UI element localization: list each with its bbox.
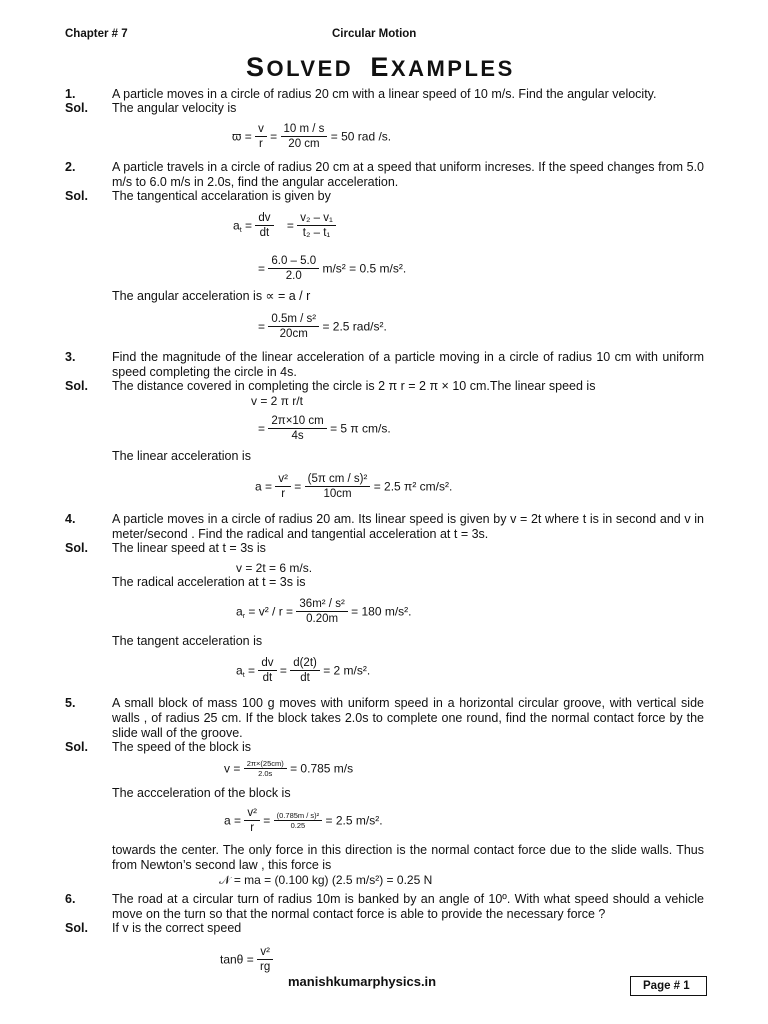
solution-4-equation-3: $a_t$ = $\frac{dv}{dt}$ = $\frac{d(2t)}{dt}$ = 2 m/s². <box>236 657 371 684</box>
solution-label-3: Sol. <box>65 379 88 393</box>
solution-3-equation-1: v = 2 π r/t <box>251 394 303 408</box>
question-4-text: A particle moves in a circle of radius 20 am. Its linear speed is given by v = 2t where t is in second and v in meter/second . Find the radical and tangential acceleration at t = 3s. <box>112 512 704 541</box>
solution-3-line-2: The linear acceleration is <box>112 449 251 463</box>
solution-1-equation: ϖ = $\frac{v}{r}$ = $\frac{10 m / s}{20 cm}$ = 50 rad /s. <box>232 123 392 150</box>
solution-4-line-2: The radical acceleration at t = 3s is <box>112 575 306 589</box>
question-number-3: 3. <box>65 350 76 364</box>
solution-2-equation-2: = $\frac{6.0 - 5.0}{2.0}$ m/s² = 0.5 m/s². <box>258 255 407 282</box>
question-2-text: A particle travels in a circle of radius 20 cm at a speed that uniform increses. If the speed changes from 5.0 m/s to 6.0 m/s in 2.0s, find the angular acceleration. <box>112 160 704 189</box>
solution-3-line-1: The distance covered in completing the circle is 2 π r = 2 π × 10 cm.The linear speed is <box>112 379 596 393</box>
page-title: SOLVED EXAMPLES <box>246 52 515 82</box>
solution-5-equation-2: a = $\frac{\text{v²}}{r}$ = $\frac{\text{(0.785m / s)²}}{0.25}$ = 2.5 m/s². <box>224 807 383 834</box>
question-number-4: 4. <box>65 512 76 526</box>
question-6-text: The road at a circular turn of radius 10m is banked by an angle of 10º. With what speed should a vehicle move on the turn so that the normal contact force is able to provide the necessary force ? <box>112 892 704 921</box>
page-number-box: Page # 1 <box>630 976 707 996</box>
solution-label-5: Sol. <box>65 740 88 754</box>
solution-4-line-3: The tangent acceleration is <box>112 634 263 648</box>
solution-5-line-2: The accceleration of the block is <box>112 786 291 800</box>
solution-2-equation-3: = $\frac{\text{0.5m / s²}}{20cm}$ = 2.5 rad/s². <box>258 313 387 340</box>
solution-5-equation-1: v = $\frac{2\pi\times(25cm)}{2.0s}$ = 0.785 m/s <box>224 759 354 778</box>
chapter-label: Chapter # 7 <box>65 28 128 40</box>
solution-3-equation-2: = $\frac{2\pi\times 10 cm}{4s}$ = 5 π cm/s. <box>258 415 391 442</box>
solution-4-equation-1: v = 2t = 6 m/s. <box>236 561 313 575</box>
solution-2-line-1: The tangentical accelaration is given by <box>112 189 331 203</box>
question-3-text: Find the magnitude of the linear acceleration of a particle moving in a circle of radius 10 cm with uniform speed completing the circle in 4s. <box>112 350 704 379</box>
solution-5-equation-3: 𝒩 = ma = (0.100 kg) (2.5 m/s²) = 0.25 N <box>219 873 433 887</box>
solution-label-6: Sol. <box>65 921 88 935</box>
website-footer: manishkumarphysics.in <box>288 974 437 989</box>
solution-6-equation-1: tanθ = $\frac{\text{v²}}{rg}$ <box>220 945 273 974</box>
solution-2-equation-1: $a_t$ = $\frac{dv}{dt}$ = $\frac{\text{v₂ – v₁}}{\text{t₂ – t₁}}$ <box>233 211 336 240</box>
question-5-text: A small block of mass 100 g moves with uniform speed in a horizontal circular groove, with vertical side walls , of radius 25 cm. If the block takes 2.0s to complete one round, find the normal contact force by the slide wall of the groove. <box>112 696 704 740</box>
solution-5-line-3: towards the center. The only force in this direction is the normal contact force due to the slide walls. Thus from Newton’s second law , this force is <box>112 843 704 872</box>
solution-4-equation-2: $a_r = v^2 / r$ = $\frac{\text{36m² / s²}}{0.20m}$ = 180 m/s². <box>236 598 412 625</box>
solution-label-1: Sol. <box>65 101 88 115</box>
question-number-6: 6. <box>65 892 76 906</box>
solution-6-line-1: If v is the correct speed <box>112 921 242 935</box>
solution-5-line-1: The speed of the block is <box>112 740 251 754</box>
solution-label-2: Sol. <box>65 189 88 203</box>
solution-1-line-1: The angular velocity is <box>112 101 237 115</box>
solution-3-equation-3: a = $\frac{\text{v²}}{r}$ = $\frac{\text{(5π cm / s)²}}{10cm}$ = 2.5 π² cm/s². <box>255 473 453 500</box>
question-number-5: 5. <box>65 696 76 710</box>
topic-label: Circular Motion <box>332 28 417 40</box>
solution-2-line-2: The angular acceleration is ∝ = a / r <box>112 289 311 303</box>
solution-4-line-1: The linear speed at t = 3s is <box>112 541 266 555</box>
question-number-1: 1. <box>65 87 76 101</box>
question-1-text: A particle moves in a circle of radius 20 cm with a linear speed of 10 m/s. Find the angular velocity. <box>112 87 657 101</box>
solution-label-4: Sol. <box>65 541 88 555</box>
question-number-2: 2. <box>65 160 76 174</box>
